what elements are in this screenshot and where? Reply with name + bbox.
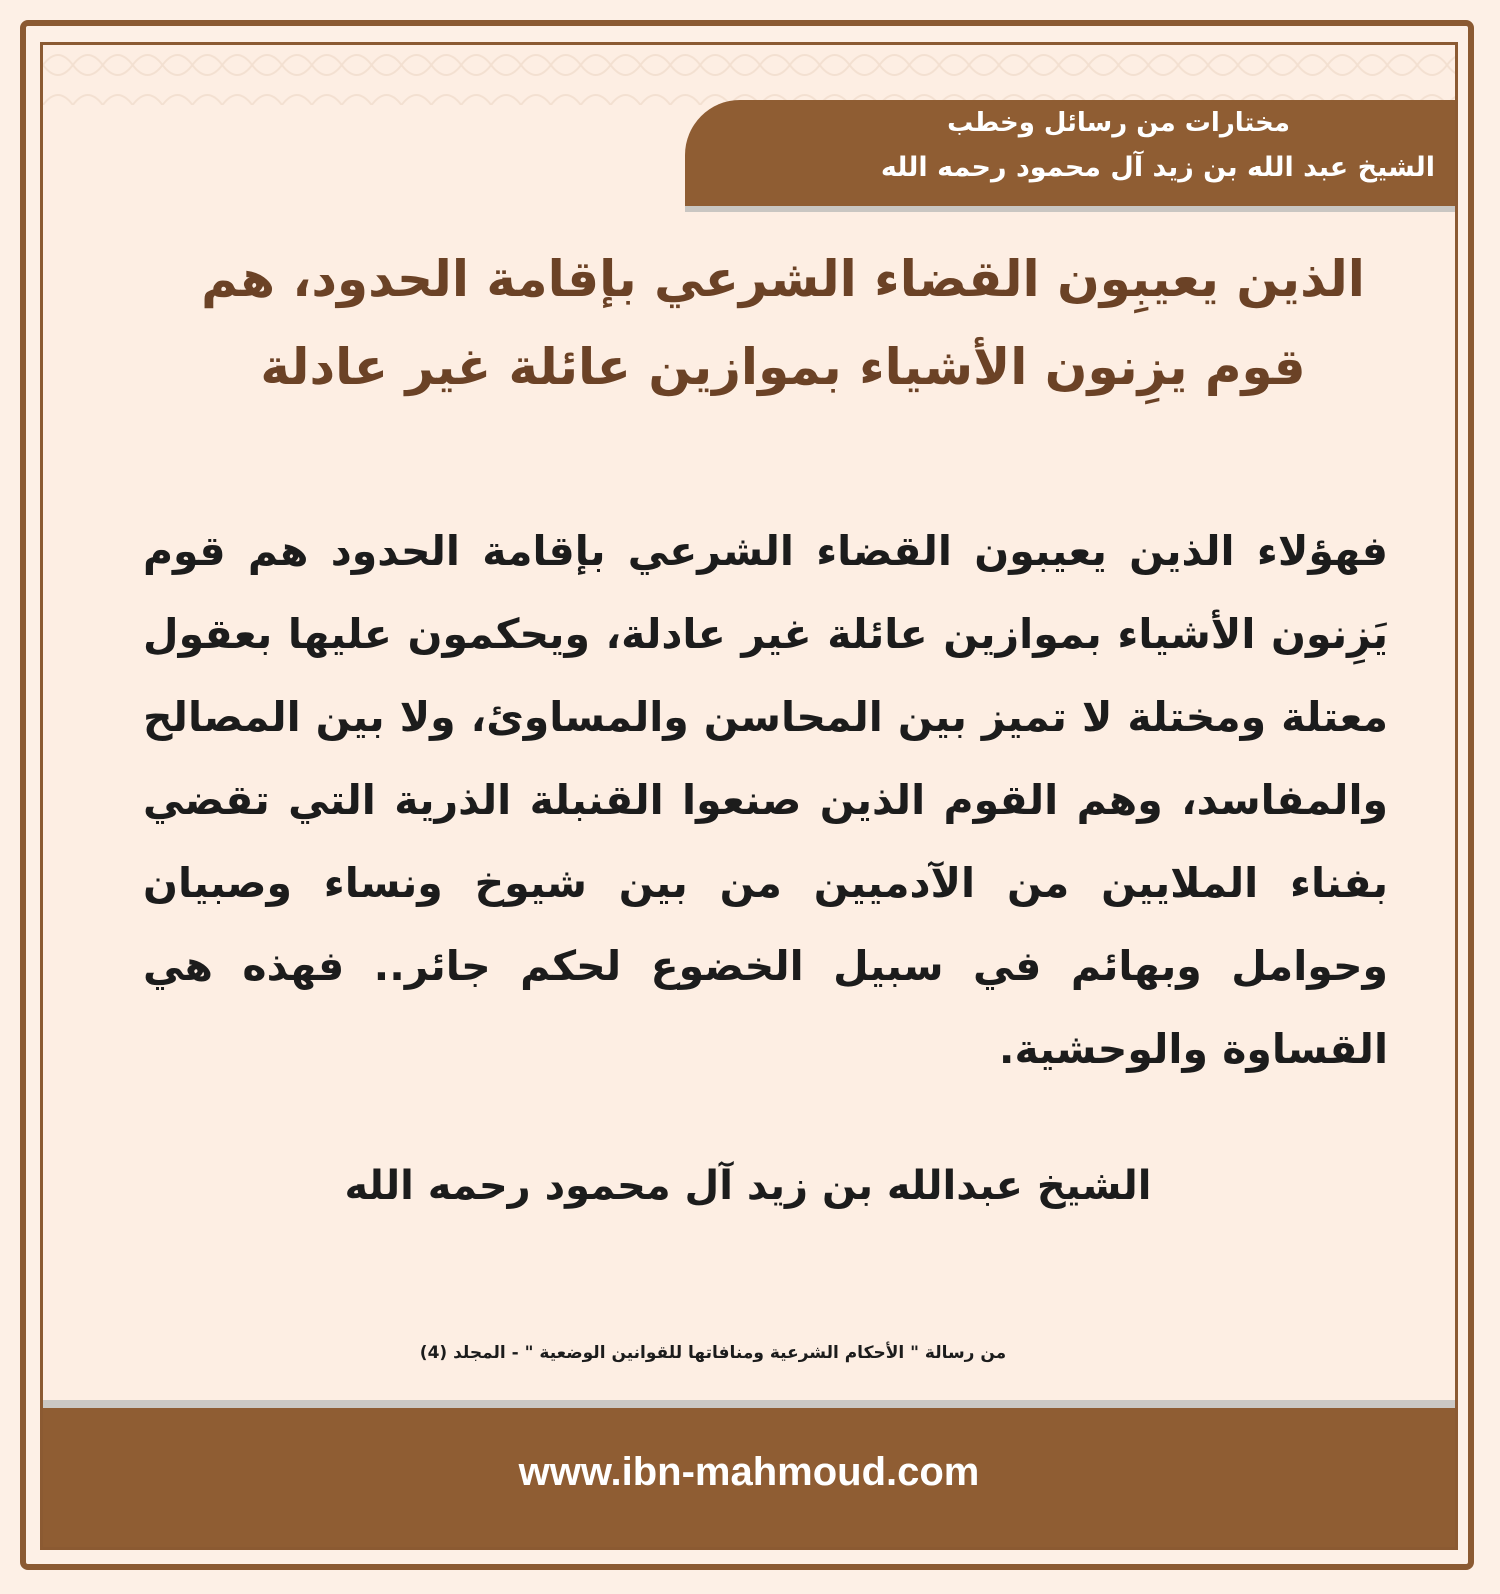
source-citation: من رسالة " الأحكام الشرعية ومنافاتها للقوانين الوضعية " - المجلد (4) [419, 1343, 1007, 1363]
quote-body: فهؤلاء الذين يعيبون القضاء الشرعي بإقامة الحدود هم قوم يَزِنون الأشياء بموازين عائلة غير عادلة، ويحكمون عليها بعقول معتلة ومختلة لا تميز بين المحاسن والمساوئ، ولا بين المصالح والمفاسد، وهم القوم الذين صنعوا القنبلة الذرية التي تقضي بفناء الملايين من الآدميين من بين شيوخ ونساء وصبيان وحوامل وبهائم في سبيل الخضوع لحكم جائر.. فهذه هي القساوة والوحشية. [143, 527, 1388, 1073]
author-name-header: الشيخ عبد الله بن زيد آل محمود رحمه الله [880, 152, 1435, 183]
footer-divider [43, 1400, 1455, 1408]
card [40, 42, 1458, 1550]
decorative-pattern [43, 45, 1455, 105]
website-url[interactable]: www.ibn-mahmoud.com [518, 1449, 980, 1494]
footer-banner [43, 1408, 1455, 1548]
signature: الشيخ عبدالله بن زيد آل محمود رحمه الله [344, 1163, 1152, 1209]
quote-title: الذين يعيبِون القضاء الشرعي بإقامة الحدود، هم قوم يزِنون الأشياء بموازين عائلة غير عادلة [201, 250, 1365, 396]
header-banner [685, 100, 1455, 206]
series-title: مختارات من رسائل وخطب [947, 108, 1290, 138]
